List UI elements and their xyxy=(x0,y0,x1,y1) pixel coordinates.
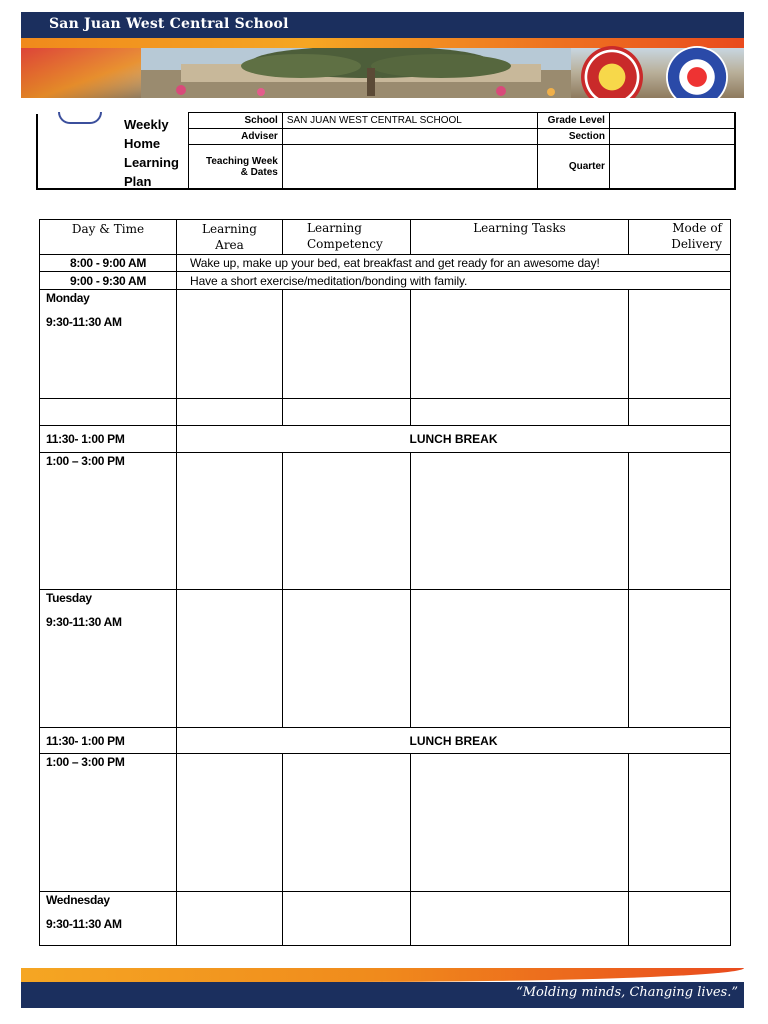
school-photo xyxy=(141,48,571,98)
day-label: Monday xyxy=(46,291,90,305)
lunch-time: 11:30- 1:00 PM xyxy=(40,728,177,754)
footer-swoosh xyxy=(21,968,744,982)
teaching-week-field[interactable] xyxy=(282,145,537,189)
adviser-field[interactable] xyxy=(282,129,537,145)
mode-of-delivery-cell[interactable] xyxy=(629,590,731,728)
monday-morning-row xyxy=(40,290,731,399)
learning-competency-cell[interactable] xyxy=(283,754,411,892)
time-label: 1:00 – 3:00 PM xyxy=(46,755,125,769)
mode-of-delivery-cell[interactable] xyxy=(629,754,731,892)
header-learning-area: Learning Area xyxy=(177,220,283,255)
lunch-row xyxy=(40,426,731,453)
school-label: School xyxy=(189,113,283,129)
header-learning-competency: Learning Competency xyxy=(283,220,411,255)
lunch-break-label: LUNCH BREAK xyxy=(177,728,731,754)
afternoon-time-cell xyxy=(40,453,177,590)
learning-area-cell[interactable] xyxy=(177,754,283,892)
learning-area-cell[interactable] xyxy=(177,590,283,728)
afternoon-time-cell xyxy=(40,754,177,892)
header-day-time: Day & Time xyxy=(40,220,177,255)
learning-tasks-cell[interactable] xyxy=(411,399,629,426)
header-mode-of-delivery: Mode of Delivery xyxy=(629,220,731,255)
tuesday-morning-row xyxy=(40,590,731,728)
schedule-table xyxy=(39,219,731,946)
wednesday-time-cell xyxy=(40,892,177,946)
routine-row xyxy=(40,255,731,272)
learning-area-cell[interactable] xyxy=(177,290,283,399)
adviser-label: Adviser xyxy=(189,129,283,145)
mode-of-delivery-cell[interactable] xyxy=(629,453,731,590)
quarter-field[interactable] xyxy=(609,145,735,189)
section-label: Section xyxy=(538,129,610,145)
afternoon-row xyxy=(40,453,731,590)
learning-area-cell[interactable] xyxy=(177,453,283,590)
learning-tasks-cell[interactable] xyxy=(411,590,629,728)
info-divider xyxy=(188,188,736,190)
learning-area-cell[interactable] xyxy=(177,892,283,946)
routine-activity: Have a short exercise/meditation/bonding with family. xyxy=(177,272,731,290)
monday-extra-row xyxy=(40,399,731,426)
lunch-row xyxy=(40,728,731,754)
learning-competency-cell[interactable] xyxy=(283,453,411,590)
learning-area-cell[interactable] xyxy=(177,399,283,426)
learning-tasks-cell[interactable] xyxy=(411,754,629,892)
section-field[interactable] xyxy=(609,129,735,145)
time-label: 9:30-11:30 AM xyxy=(46,917,122,931)
school-motto: “Molding minds, Changing lives.” xyxy=(516,985,738,1000)
learning-competency-cell[interactable] xyxy=(283,892,411,946)
day-label: Wednesday xyxy=(46,893,110,907)
grade-level-label: Grade Level xyxy=(538,113,610,129)
banner-school-name: San Juan West Central School xyxy=(49,16,289,32)
plan-info-table xyxy=(188,112,736,189)
tuesday-time-cell xyxy=(40,590,177,728)
plan-title: Weekly Home Learning Plan xyxy=(124,117,179,189)
wednesday-morning-row xyxy=(40,892,731,946)
school-logo-icon xyxy=(58,112,102,124)
time-label: 9:30-11:30 AM xyxy=(46,315,122,329)
learning-tasks-cell[interactable] xyxy=(411,453,629,590)
mode-of-delivery-cell[interactable] xyxy=(629,399,731,426)
header-banner xyxy=(21,12,744,98)
routine-activity: Wake up, make up your bed, eat breakfast and get ready for an awesome day! xyxy=(177,255,731,272)
header-learning-tasks: Learning Tasks xyxy=(411,220,629,255)
mode-of-delivery-cell[interactable] xyxy=(629,892,731,946)
school-field[interactable]: SAN JUAN WEST CENTRAL SCHOOL xyxy=(282,113,537,129)
deped-seal-icon xyxy=(581,46,643,98)
plan-title-block xyxy=(36,114,188,190)
learning-tasks-cell[interactable] xyxy=(411,892,629,946)
banner-swoosh xyxy=(21,38,744,48)
learning-tasks-cell[interactable] xyxy=(411,290,629,399)
routine-row xyxy=(40,272,731,290)
routine-time: 8:00 - 9:00 AM xyxy=(40,255,177,272)
teaching-week-label: Teaching Week & Dates xyxy=(189,145,283,189)
grade-level-field[interactable] xyxy=(609,113,735,129)
school-seal-icon xyxy=(666,46,728,98)
learning-competency-cell[interactable] xyxy=(283,290,411,399)
monday-time-cell xyxy=(40,290,177,399)
lunch-time: 11:30- 1:00 PM xyxy=(40,426,177,453)
routine-time: 9:00 - 9:30 AM xyxy=(40,272,177,290)
lunch-break-label: LUNCH BREAK xyxy=(177,426,731,453)
schedule-header-row xyxy=(40,220,731,255)
time-label: 9:30-11:30 AM xyxy=(46,615,122,629)
afternoon-row xyxy=(40,754,731,892)
footer-banner xyxy=(21,958,744,1008)
learning-competency-cell[interactable] xyxy=(283,399,411,426)
learning-competency-cell[interactable] xyxy=(283,590,411,728)
time-label: 1:00 – 3:00 PM xyxy=(46,454,125,468)
mode-of-delivery-cell[interactable] xyxy=(629,290,731,399)
day-label: Tuesday xyxy=(46,591,92,605)
time-cell[interactable] xyxy=(40,399,177,426)
quarter-label: Quarter xyxy=(538,145,610,189)
banner-swoosh-accent xyxy=(21,48,141,98)
